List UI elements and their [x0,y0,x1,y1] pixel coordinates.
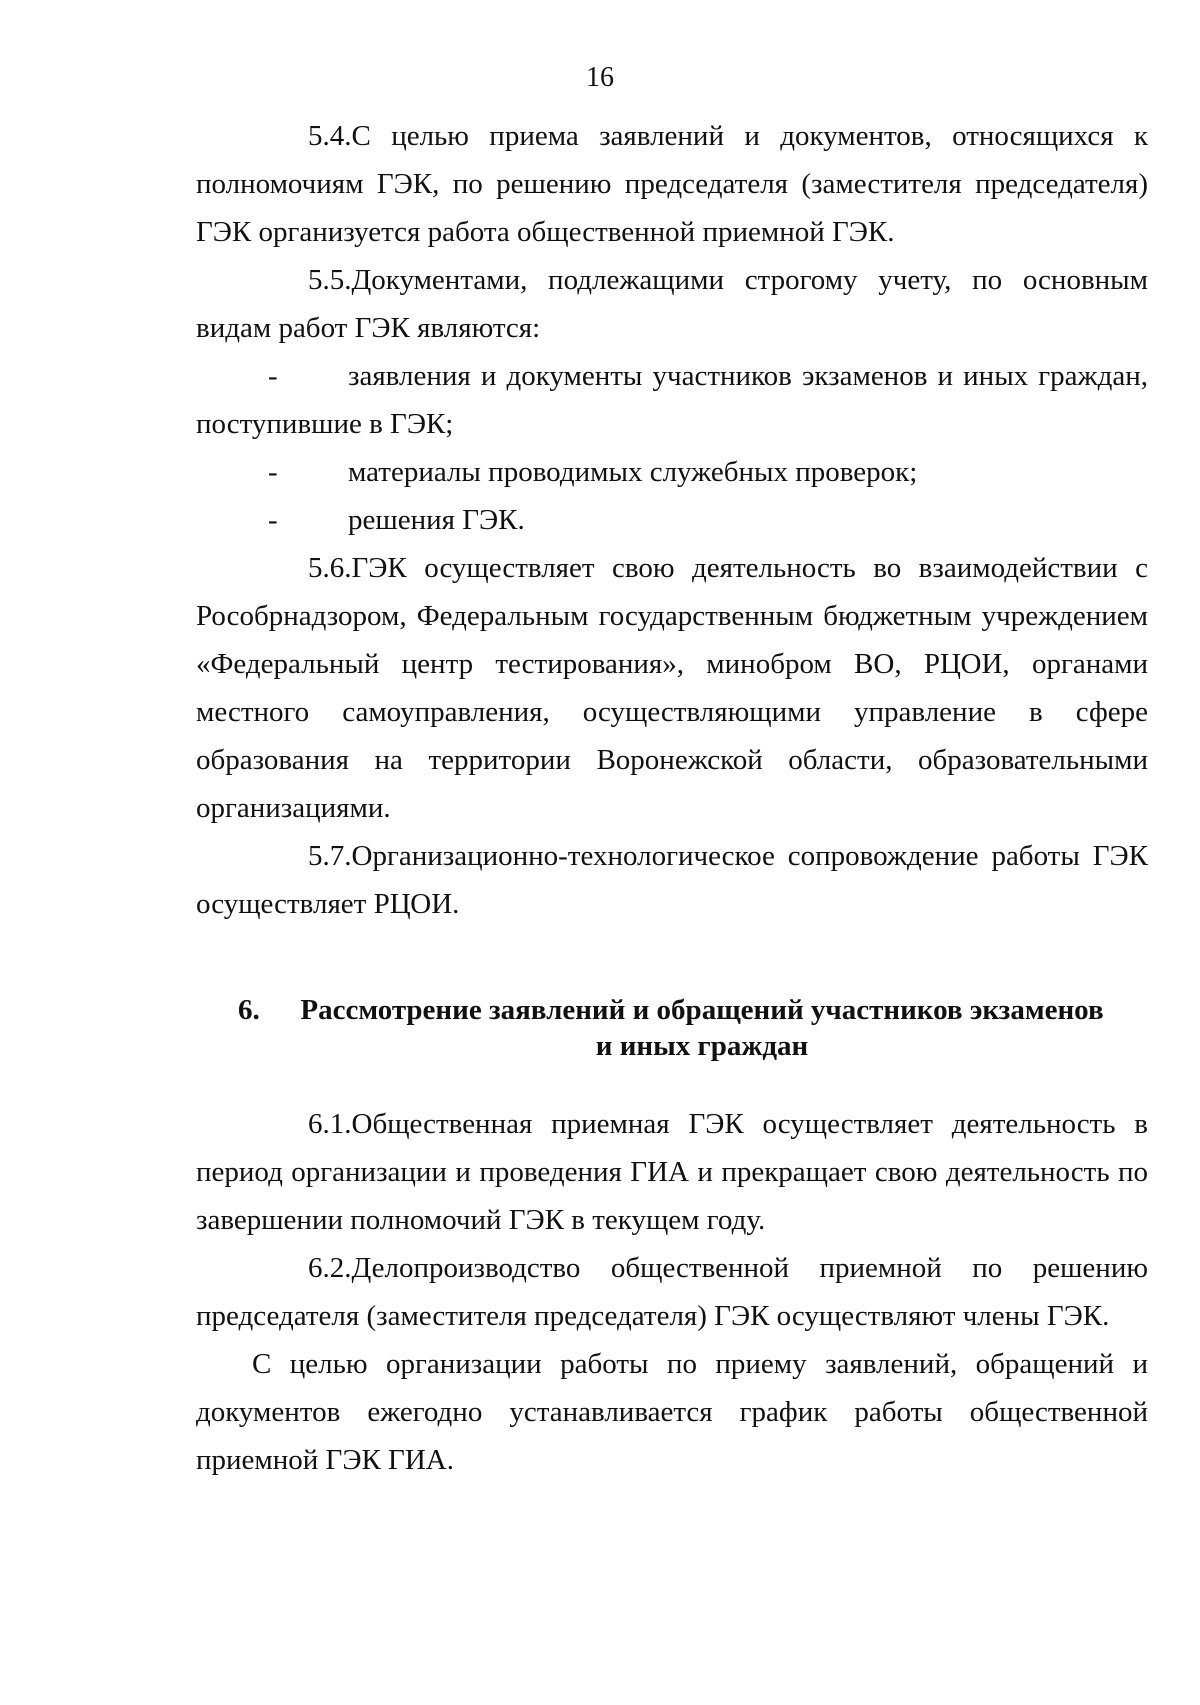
paragraph-text: Общественная приемная ГЭК осуществляет деятельность в период организации и проведения ГИА и прекращает свою деятельность по завершении полномочий ГЭК в текущем году. [196,1108,1148,1236]
list-item-text: материалы проводимых служебных проверок; [348,456,918,488]
paragraph-6-1 [196,1100,1148,1244]
paragraph-number: 5.5. [308,264,352,296]
paragraph-text: Документами, подлежащими строгому учету, по основным видам работ ГЭК являются: [196,264,1148,344]
bullet-dash: - [268,456,278,488]
paragraph-number: 6.1. [308,1108,352,1140]
bullet-dash: - [268,360,278,392]
paragraph-6-2-continued [196,1340,1148,1484]
paragraph-6-2 [196,1244,1148,1340]
list-item [196,352,1148,448]
section-title-line-1: Рассмотрение заявлений и обращений участников экзаменов [300,994,1104,1026]
paragraph-text: Делопроизводство общественной приемной по решению председателя (заместителя председателя) ГЭК осуществляют члены ГЭК. [196,1252,1148,1332]
section-heading [196,992,1148,1064]
paragraph-5-5 [196,256,1148,352]
paragraph-5-7 [196,832,1148,928]
bullet-dash: - [268,504,278,536]
paragraph-text: С целью приема заявлений и документов, относящихся к полномочиям ГЭК, по решению председателя (заместителя председателя) ГЭК организуется работа общественной приемной ГЭК. [196,120,1148,248]
document-body [196,112,1148,1484]
paragraph-number: 5.6. [308,552,352,584]
paragraph-text: ГЭК осуществляет свою деятельность во взаимодействии с Рособрнадзором, Федеральным государственным бюджетным учреждением «Федеральный центр тестирования», минобром ВО, РЦОИ, органами местного самоуправления, осуществляющими управление в сфере образования на территории Воронежской области, образовательными организациями. [196,552,1148,824]
paragraph-number: 5.4. [308,120,352,152]
paragraph-number: 5.7. [308,840,352,872]
list-item-text: заявления и документы участников экзаменов и иных граждан, поступившие в ГЭК; [196,360,1148,440]
paragraph-number: 6.2. [308,1252,352,1284]
paragraph-5-4 [196,112,1148,256]
paragraph-text: Организационно-технологическое сопровождение работы ГЭК осуществляет РЦОИ. [196,840,1148,920]
section-title-line-2: и иных граждан [595,1030,809,1062]
paragraph-5-6 [196,544,1148,832]
page-number: 16 [586,62,614,93]
list-item-text: решения ГЭК. [348,504,525,536]
section-number: 6. [238,994,260,1026]
paragraph-text: С целью организации работы по приему заявлений, обращений и документов ежегодно устанавливается график работы общественной приемной ГЭК ГИА. [196,1348,1148,1476]
list-item [196,448,1148,496]
list-item [196,496,1148,544]
